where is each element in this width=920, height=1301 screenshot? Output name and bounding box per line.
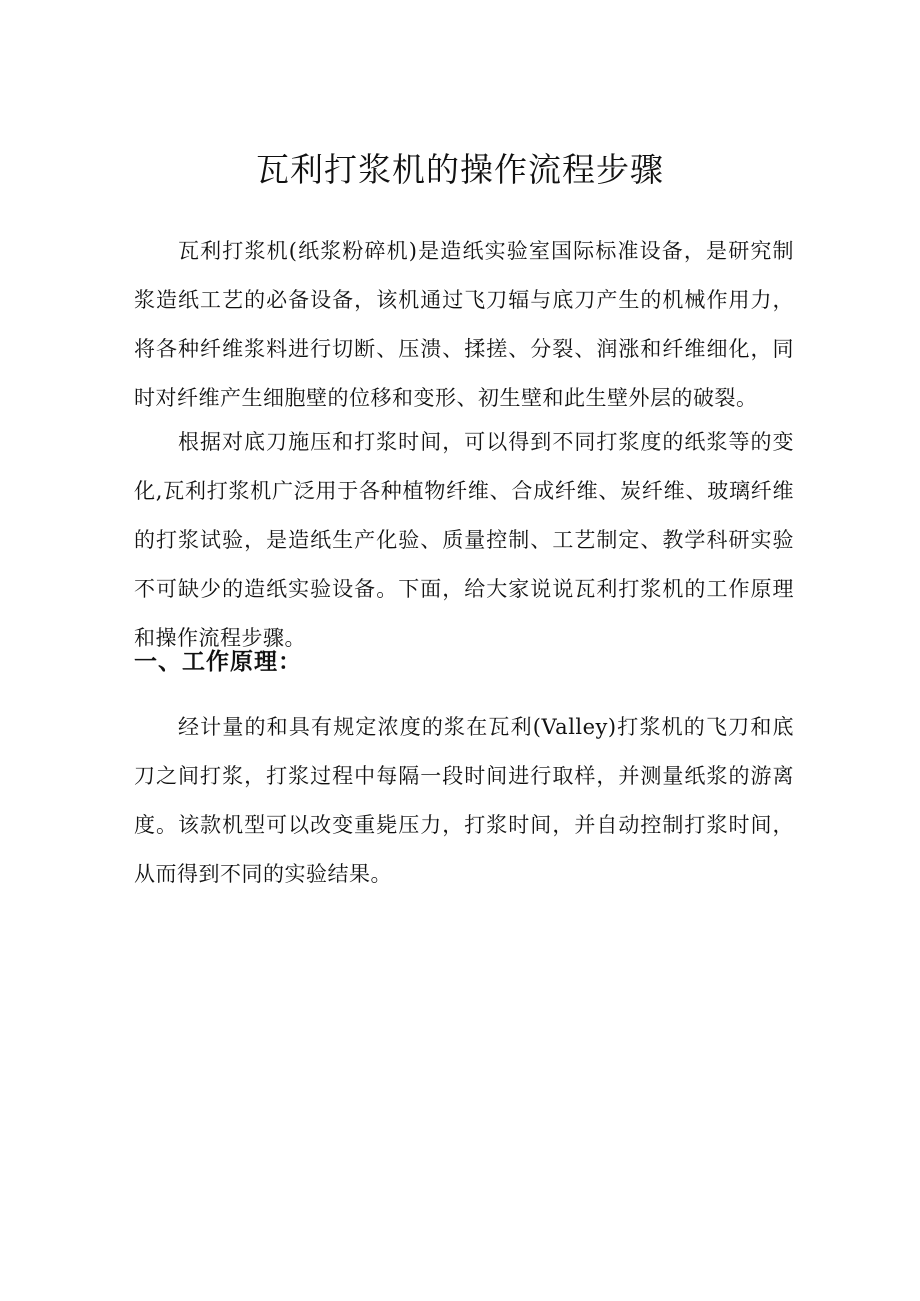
usage-paragraph: 根据对底刀施压和打浆时间，可以得到不同打浆度的纸浆等的变化,瓦利打浆机广泛用于各种植物纤维、合成纤维、炭纤维、玻璃纤维的打浆试验，是造纸生产化验、质量控制、工艺制定、教学科研实验不可缺少的造纸实验设备。下面，给大家说说瓦利打浆机的工作原理和操作流程步骤。 <box>134 430 794 650</box>
intro-paragraph: 瓦利打浆机(纸浆粉碎机)是造纸实验室国际标准设备，是研究制浆造纸工艺的必备设备，该机通过飞刀辐与底刀产生的机械作用力，将各种纤维浆料进行切断、压溃、揉搓、分裂、润涨和纤维细化，同时对纤维产生细胞壁的位移和变形、初生壁和此生壁外层的破裂。 <box>134 239 794 410</box>
working-principle-paragraph: 经计量的和具有规定浓度的浆在瓦利(Valley)打浆机的飞刀和底刀之间打浆，打浆过程中每隔一段时间进行取样，并测量纸浆的游离度。该款机型可以改变重毙压力，打浆时间，并自动控制打浆时间，从而得到不同的实验结果。 <box>134 715 794 886</box>
document-title: 瓦利打浆机的操作流程步骤 <box>256 150 664 189</box>
section-heading-working-principle: 一、工作原理： <box>134 649 302 675</box>
